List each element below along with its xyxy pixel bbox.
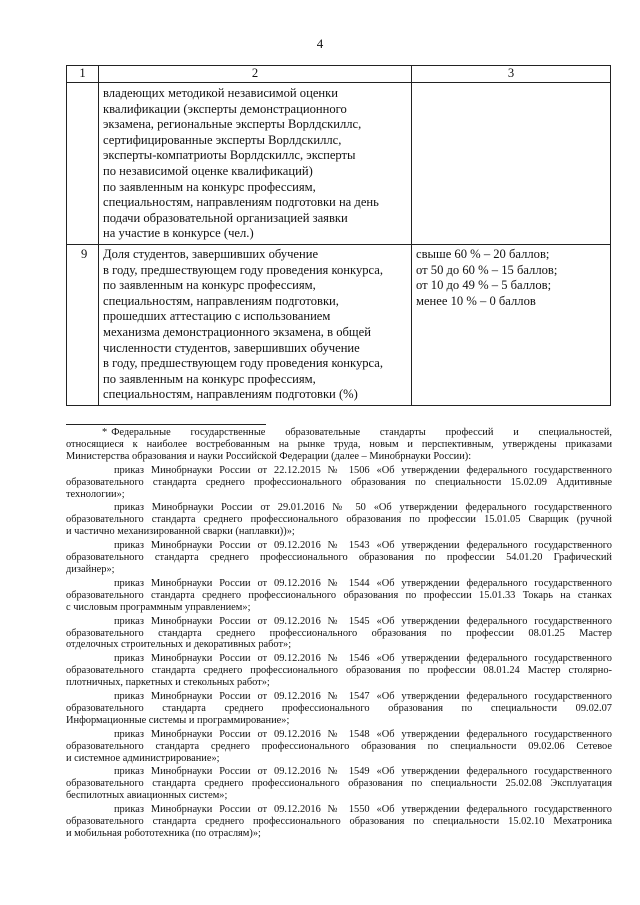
footnote-line: приказ Минобрнауки России от 29.01.2016 № 50 «Об утверждении федерального государственного [114,502,612,514]
header-column-2: 2 [99,66,412,83]
criterion-line: специальностям, направлениям подготовки (%) [103,387,358,402]
footnote-paragraph [66,540,612,576]
footnote-line: относящиеся к наиболее востребованным на рынке труда, новым и перспективным, утверждены приказами [66,438,612,450]
footnote-paragraph [66,502,612,538]
criterion-line: эксперты-компатриоты Ворлдскиллс, эксперты [103,148,356,163]
table-row-9 [67,244,611,405]
footnote-line: Информационные системы и программирование»; [66,714,290,726]
scoring-line: менее 10 % – 0 баллов [416,293,536,308]
footnotes-section [66,427,612,842]
footnote-divider [66,424,266,425]
criterion-line: по заявленным на конкурс профессиям, [103,179,316,194]
criterion-line: специальностям, направлениям подготовки на день [103,195,379,210]
scoring-line: свыше 60 % – 20 баллов; [416,246,550,261]
scoring-cell-empty [412,83,611,245]
footnote-line: дизайнер»; [66,563,115,575]
footnote-paragraph [66,427,612,463]
footnote-paragraph [66,653,612,689]
footnote-line: образовательного стандарта среднего профессионального образования по профессии 15.01.33 Токарь на станках [66,589,612,601]
table-row-continued [67,83,611,245]
criterion-line: численности студентов, завершивших обучение [103,340,360,355]
criterion-line: владеющих методикой независимой оценки [103,86,339,100]
criterion-line: по заявленным на конкурс профессиям, [103,278,316,293]
footnote-line: образовательного стандарта среднего профессионального образования по специальности 09.02.06 Сетевое [66,740,612,752]
criterion-line: в году, предшествующем году проведения конкурса, [103,356,384,371]
page-number: 4 [316,36,324,51]
table-header-row [67,66,611,83]
row-number: 9 [67,244,99,405]
criteria-table [66,65,611,406]
footnote-line: Министерства образования и науки Российской Федерации (далее – Минобрнауки России): [66,450,472,462]
footnote-line: и частично механизированной сварки (наплавки))»; [66,526,295,538]
footnote-line: и мобильная робототехника (по отраслям)»; [66,828,261,839]
footnote-line: образовательного стандарта среднего профессионального образования по профессии 08.01.25 Мастер [66,627,612,639]
criterion-line: по независимой оценке квалификаций) [103,163,313,178]
criterion-line: квалификации (эксперты демонстрационного [103,101,347,116]
scoring-line: от 10 до 49 % – 5 баллов; [416,278,552,293]
criterion-line: экзамена, региональные эксперты Ворлдскиллс, [103,117,362,132]
header-column-1: 1 [67,66,99,83]
footnote-line: приказ Минобрнауки России от 09.12.2016 № 1543 «Об утверждении федерального государственного [114,540,612,552]
footnote-marker: * [102,427,108,438]
criterion-line: Доля студентов, завершивших обучение [103,246,319,261]
criterion-line: по заявленным на конкурс профессиям, [103,371,316,386]
footnote-paragraph [66,729,612,765]
scoring-cell [412,244,611,405]
footnote-line: образовательного стандарта среднего профессионального образования по профессии 54.01.20 Графический [66,552,612,564]
footnote-line-text: Федеральные государственные образовательные стандарты профессий и специальностей, [111,427,612,438]
criterion-line: сертифицированные эксперты Ворлдскиллс, [103,132,342,147]
scoring-line: от 50 до 60 % – 15 баллов; [416,262,558,277]
footnote-line: плотничных, паркетных и стекольных работ»; [66,677,270,689]
criterion-text [99,244,412,405]
footnote-line: приказ Минобрнауки России от 09.12.2016 № 1545 «Об утверждении федерального государственного [114,615,612,627]
row-number [67,83,99,245]
footnote-line: образовательного стандарта среднего профессионального образования по специальности 25.02.08 Эксплуатация [66,778,612,790]
footnote-line: беспилотных авиационных систем»; [66,790,228,802]
footnote-line: отделочных строительных и декоративных работ»; [66,639,292,651]
criterion-line: подачи образовательной организацией заявки [103,210,348,225]
footnote-line: и системное администрирование»; [66,752,220,764]
footnote-paragraph [66,804,612,840]
footnote-line: образовательного стандарта среднего профессионального образования по специальности 15.02.09 Аддитивные [66,476,612,488]
criterion-line: в году, предшествующем году проведения конкурса, [103,262,384,277]
footnote-line: приказ Минобрнауки России от 09.12.2016 № 1547 «Об утверждении федерального государственного [114,691,612,703]
footnote-line: приказ Минобрнауки России от 09.12.2016 № 1546 «Об утверждении федерального государственного [114,653,612,665]
footnote-line: с числовым программным управлением»; [66,601,251,613]
footnote-line: технологии»; [66,488,125,500]
footnote-line: приказ Минобрнауки России от 22.12.2015 № 1506 «Об утверждении федерального государственного [114,464,612,476]
footnote-paragraph [66,616,612,652]
criterion-line: специальностям, направлениям подготовки, [103,293,339,308]
footnote-line [66,427,612,439]
footnote-line: приказ Минобрнауки России от 09.12.2016 № 1544 «Об утверждении федерального государственного [114,577,612,589]
criterion-line: на участие в конкурсе (чел.) [103,226,254,241]
footnote-line: образовательного стандарта среднего профессионального образования по профессии 15.01.05 Сварщик (ручной [66,514,612,526]
footnote-line: образовательного стандарта среднего профессионального образования по профессии 08.01.24 Мастер столярно- [66,665,612,677]
criterion-line: механизма демонстрационного экзамена, в общей [103,324,371,339]
footnote-line: приказ Минобрнауки России от 09.12.2016 № 1550 «Об утверждении федерального государственного [114,804,612,816]
criterion-text [99,83,412,245]
criterion-line: прошедших аттестацию с использованием [103,309,331,324]
footnote-line: образовательного стандарта среднего профессионального образования по специальности 09.02.07 [66,702,612,714]
footnote-line: приказ Минобрнауки России от 09.12.2016 № 1549 «Об утверждении федерального государственного [114,766,612,778]
footnote-line: образовательного стандарта среднего профессионального образования по специальности 15.02.10 Мехатроника [66,816,612,828]
footnote-paragraph [66,578,612,614]
footnote-paragraph [66,766,612,802]
header-column-3: 3 [412,66,611,83]
footnote-paragraph [66,465,612,501]
footnote-paragraph [66,691,612,727]
footnote-line: приказ Минобрнауки России от 09.12.2016 № 1548 «Об утверждении федерального государственного [114,728,612,740]
